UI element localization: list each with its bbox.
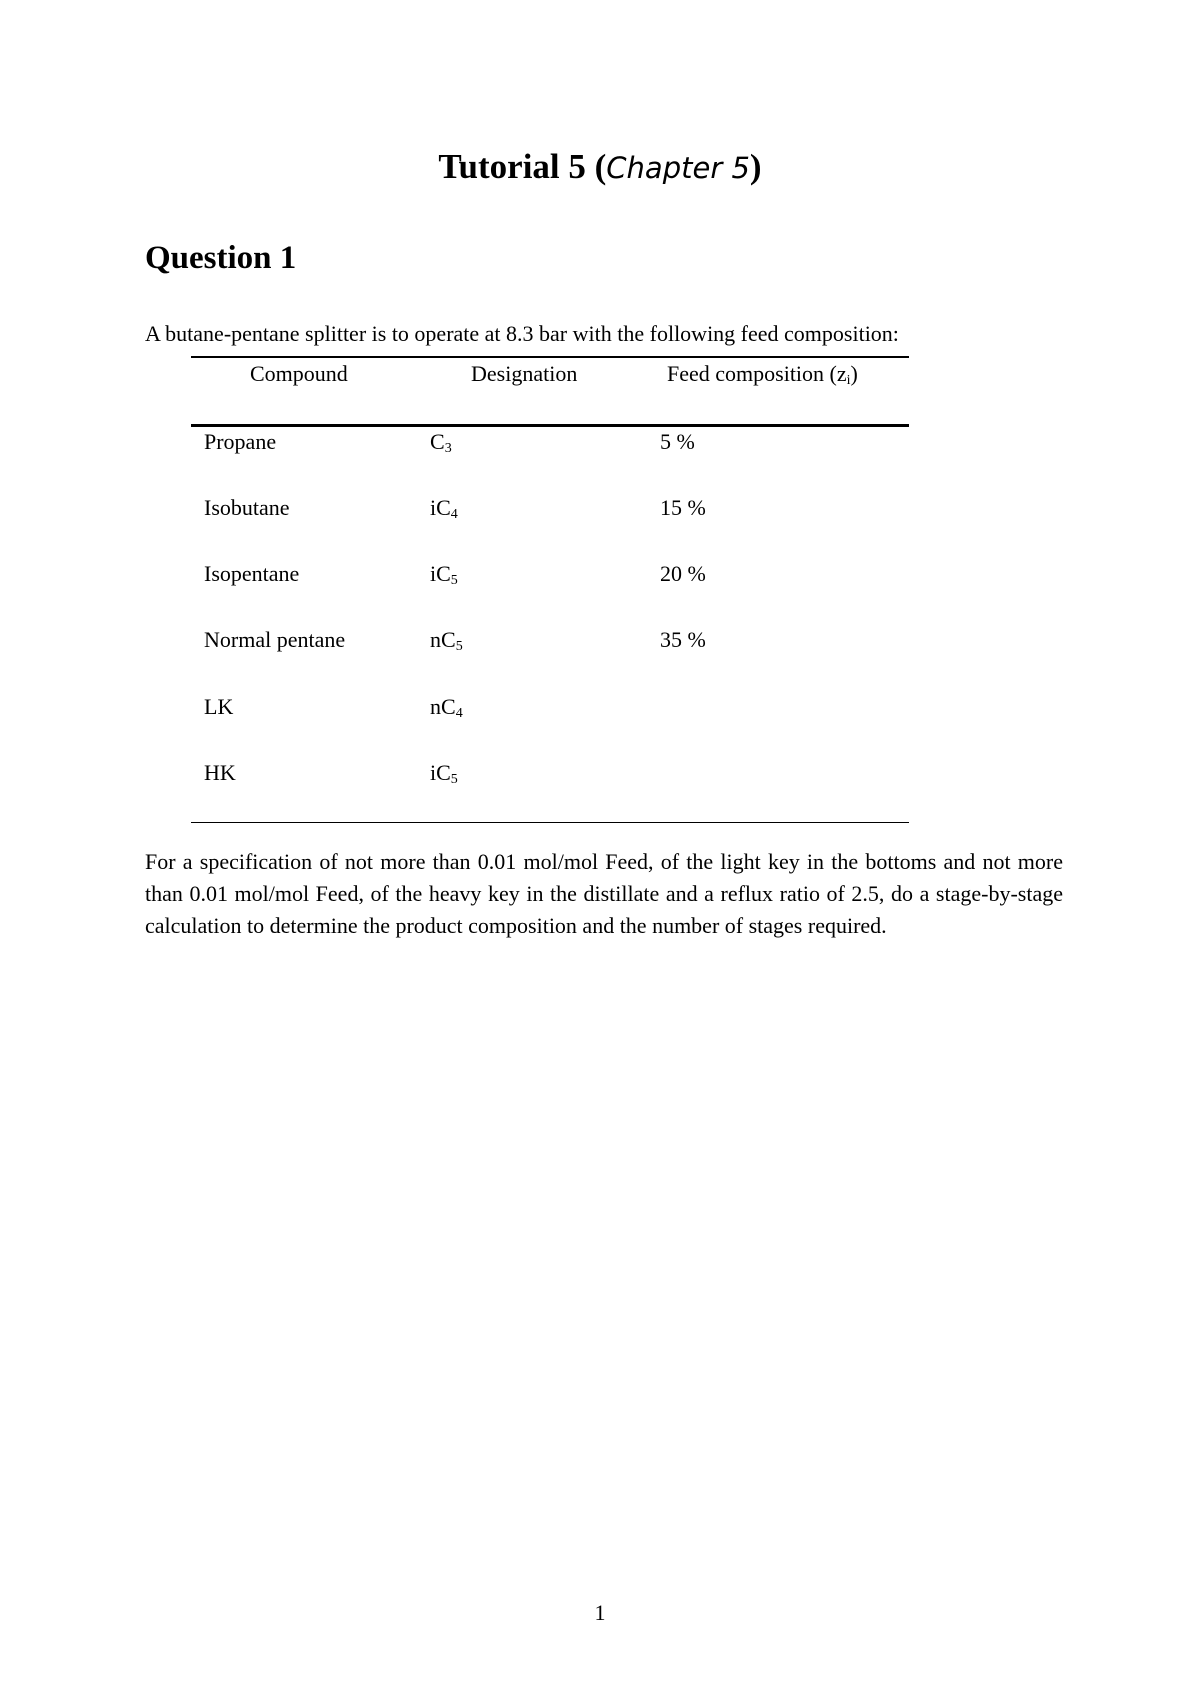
designation-base: iC — [430, 495, 451, 520]
header-designation: Designation — [471, 361, 578, 386]
row-normal-pentane-designation — [430, 624, 463, 663]
designation-subscript: 4 — [450, 507, 458, 522]
question-specification: For a specification of not more than 0.01 mol/mol Feed, of the light key in the bottoms and not more than 0.01 mol/mol Feed, of the heavy key in the distillate and a reflux ratio of 2.5, do a stage-by-stage calculation to determine the product composition and the number of stages required. — [145, 849, 1063, 938]
row-propane-feed: 5 % — [660, 429, 695, 454]
designation-base: iC — [430, 760, 451, 785]
row-lk-designation — [430, 691, 463, 730]
question-intro: A butane-pentane splitter is to operate at 8.3 bar with the following feed composition: — [145, 321, 899, 346]
title-main: Tutorial 5 ( — [438, 147, 607, 186]
designation-base: nC — [430, 694, 456, 719]
designation-base: iC — [430, 561, 451, 586]
row-hk-designation — [430, 757, 458, 796]
row-isobutane-designation — [430, 492, 458, 531]
table-header-rule — [191, 424, 909, 427]
row-normal-pentane-compound: Normal pentane — [204, 627, 346, 652]
designation-base: C — [430, 429, 445, 454]
designation-base: nC — [430, 627, 456, 652]
header-feed-subscript: i — [846, 373, 851, 388]
designation-subscript: 5 — [455, 639, 463, 654]
header-feed-suffix: ) — [850, 361, 858, 386]
row-isopentane-compound: Isopentane — [204, 561, 300, 586]
question-heading: Question 1 — [145, 240, 297, 276]
page-title — [0, 147, 1200, 188]
row-isobutane-compound: Isobutane — [204, 495, 290, 520]
designation-subscript: 5 — [450, 772, 458, 787]
row-hk-compound: HK — [204, 760, 236, 785]
row-propane-compound: Propane — [204, 429, 277, 454]
header-compound: Compound — [250, 361, 348, 386]
designation-subscript: 3 — [444, 441, 452, 456]
header-feed-composition — [667, 358, 858, 397]
designation-subscript: 5 — [450, 573, 458, 588]
designation-subscript: 4 — [455, 706, 463, 721]
page-number: 1 — [594, 1600, 606, 1625]
header-feed-symbol: z — [836, 361, 847, 386]
row-lk-compound: LK — [204, 694, 234, 719]
header-feed-prefix: Feed composition ( — [667, 361, 837, 386]
title-chapter: Chapter 5 — [606, 151, 750, 185]
table-bottom-rule — [191, 822, 909, 823]
row-isopentane-designation — [430, 558, 458, 597]
row-propane-designation — [430, 426, 452, 465]
row-normal-pentane-feed: 35 % — [660, 627, 706, 652]
row-isobutane-feed: 15 % — [660, 495, 706, 520]
row-isopentane-feed: 20 % — [660, 561, 706, 586]
title-close: ) — [749, 147, 762, 186]
